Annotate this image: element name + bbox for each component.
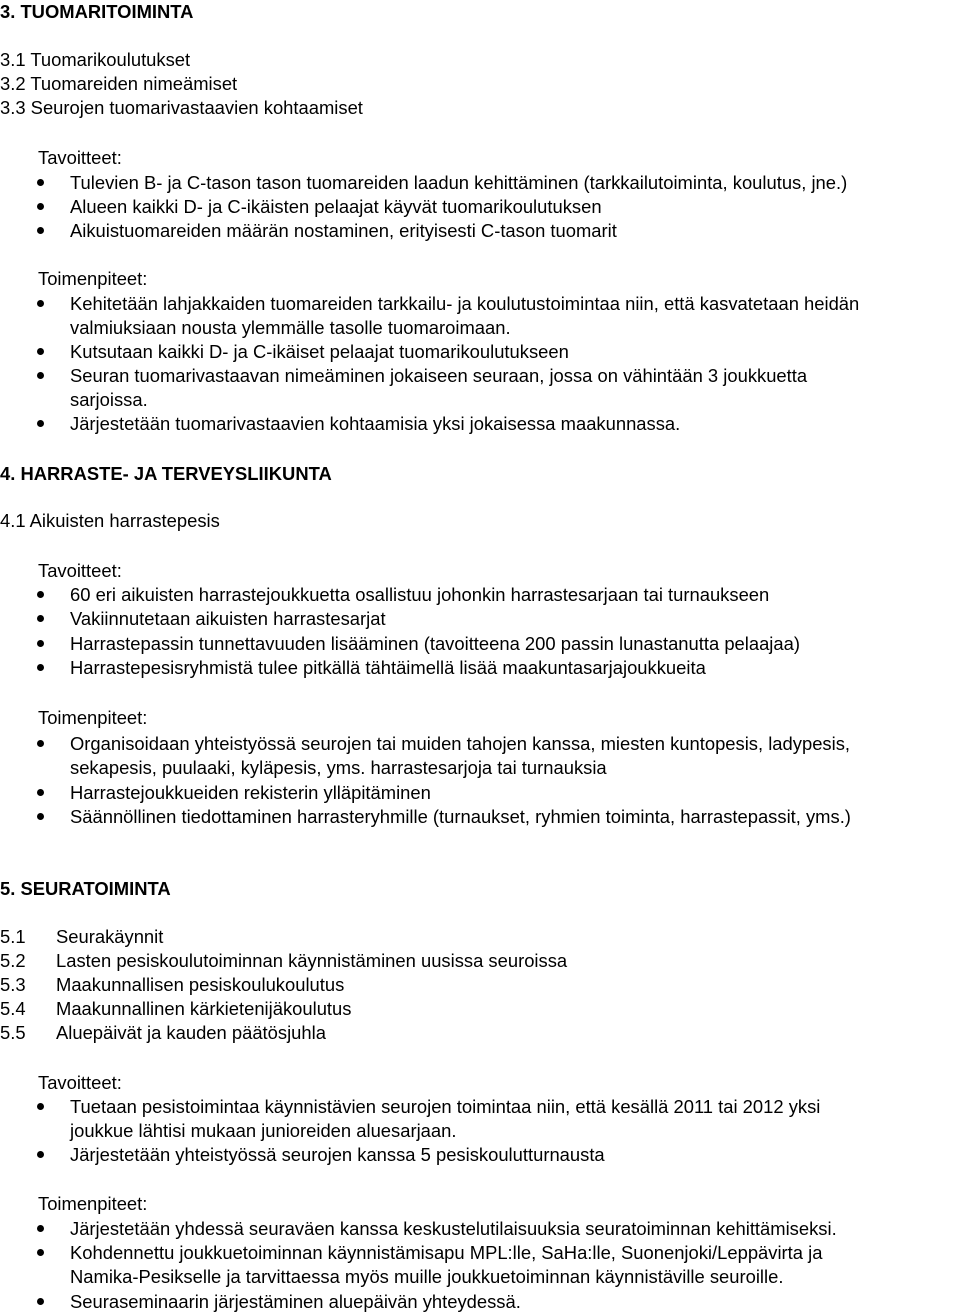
bullet-icon bbox=[37, 1103, 44, 1110]
goals-label: Tavoitteet: bbox=[38, 1072, 122, 1093]
list-item: Tulevien B- ja C-tason tason tuomareiden laadun kehittäminen (tarkkailutoiminta, koulutus, jne.) bbox=[70, 172, 848, 193]
list-item-continuation: sekapesis, puulaaki, kyläpesis, yms. harrastesarjoja tai turnauksia bbox=[70, 757, 607, 778]
subsection-number: 5.5 bbox=[0, 1022, 26, 1043]
list-item: Järjestetään yhdessä seuraväen kanssa keskustelutilaisuuksia seuratoiminnan kehittämiseksi. bbox=[70, 1218, 837, 1239]
bullet-icon bbox=[37, 740, 44, 747]
actions-label: Toimenpiteet: bbox=[38, 268, 148, 289]
subsection-3-1: 3.1 Tuomarikoulutukset bbox=[0, 49, 191, 70]
subsection-4-1: 4.1 Aikuisten harrastepesis bbox=[0, 510, 220, 531]
subsection-title: Seurakäynnit bbox=[56, 926, 164, 947]
actions-label: Toimenpiteet: bbox=[38, 1193, 148, 1214]
list-item: Vakiinnutetaan aikuisten harrastesarjat bbox=[70, 608, 386, 629]
bullet-icon bbox=[37, 664, 44, 671]
list-item: Organisoidaan yhteistyössä seurojen tai muiden tahojen kanssa, miesten kuntopesis, ladypesis, bbox=[70, 733, 851, 754]
bullet-icon bbox=[37, 615, 44, 622]
bullet-icon bbox=[37, 203, 44, 210]
goals-label: Tavoitteet: bbox=[38, 147, 122, 168]
actions-label: Toimenpiteet: bbox=[38, 707, 148, 728]
list-item: Harrastejoukkueiden rekisterin ylläpitäminen bbox=[70, 782, 431, 803]
bullet-icon bbox=[37, 1249, 44, 1256]
list-item: Kohdennettu joukkuetoiminnan käynnistämisapu MPL:lle, SaHa:lle, Suonenjoki/Leppävirta ja bbox=[70, 1242, 823, 1263]
bullet-icon bbox=[37, 1225, 44, 1232]
list-item: Kutsutaan kaikki D- ja C-ikäiset pelaajat tuomarikoulutukseen bbox=[70, 341, 569, 362]
list-item: 60 eri aikuisten harrastejoukkuetta osallistuu johonkin harrastesarjaan tai turnaukseen bbox=[70, 584, 770, 605]
list-item: Harrastepesisryhmistä tulee pitkällä tähtäimellä lisää maakuntasarjajoukkueita bbox=[70, 657, 706, 678]
subsection-title: Maakunnallinen kärkietenijäkoulutus bbox=[56, 998, 352, 1019]
list-item: Kehitetään lahjakkaiden tuomareiden tarkkailu- ja koulutustoimintaa niin, että kasvatetaan heidän bbox=[70, 293, 860, 314]
subsection-title: Lasten pesiskoulutoiminnan käynnistäminen uusissa seuroissa bbox=[56, 950, 568, 971]
bullet-icon bbox=[37, 591, 44, 598]
list-item: Seuraseminaarin järjestäminen aluepäivän yhteydessä. bbox=[70, 1291, 521, 1312]
subsection-3-2: 3.2 Tuomareiden nimeämiset bbox=[0, 73, 238, 94]
list-item: Säännöllinen tiedottaminen harrasteryhmille (turnaukset, ryhmien toiminta, harrastepassit, yms.) bbox=[70, 806, 851, 827]
bullet-icon bbox=[37, 348, 44, 355]
list-item: Järjestetään tuomarivastaavien kohtaamisia yksi jokaisessa maakunnassa. bbox=[70, 413, 681, 434]
subsection-number: 5.4 bbox=[0, 998, 26, 1019]
bullet-icon bbox=[37, 1298, 44, 1305]
section-3-heading: 3. TUOMARITOIMINTA bbox=[0, 1, 194, 22]
goals-label: Tavoitteet: bbox=[38, 560, 122, 581]
bullet-icon bbox=[37, 372, 44, 379]
list-item: Harrastepassin tunnettavuuden lisääminen (tavoitteena 200 passin lunastanutta pelaajaa) bbox=[70, 633, 800, 654]
subsection-title: Maakunnallisen pesiskoulukoulutus bbox=[56, 974, 345, 995]
section-4-heading: 4. HARRASTE- JA TERVEYSLIIKUNTA bbox=[0, 463, 332, 484]
bullet-icon bbox=[37, 179, 44, 186]
bullet-icon bbox=[37, 420, 44, 427]
bullet-icon bbox=[37, 300, 44, 307]
bullet-icon bbox=[37, 227, 44, 234]
bullet-icon bbox=[37, 813, 44, 820]
list-item-continuation: sarjoissa. bbox=[70, 389, 148, 410]
list-item: Tuetaan pesistoimintaa käynnistävien seurojen toimintaa niin, että kesällä 2011 tai 2012 yksi bbox=[70, 1096, 821, 1117]
list-item: Alueen kaikki D- ja C-ikäisten pelaajat käyvät tuomarikoulutuksen bbox=[70, 196, 602, 217]
list-item: Seuran tuomarivastaavan nimeäminen jokaiseen seuraan, jossa on vähintään 3 joukkuetta bbox=[70, 365, 808, 386]
subsection-number: 5.2 bbox=[0, 950, 26, 971]
list-item-continuation: joukkue lähtisi mukaan junioreiden aluesarjaan. bbox=[70, 1120, 457, 1141]
bullet-icon bbox=[37, 789, 44, 796]
list-item-continuation: valmiuksiaan nousta ylemmälle tasolle tuomaroimaan. bbox=[70, 317, 511, 338]
list-item-continuation: Namika-Pesikselle ja tarvittaessa myös muille joukkuetoiminnan käynnistäville seuroille. bbox=[70, 1266, 784, 1287]
subsection-number: 5.3 bbox=[0, 974, 26, 995]
subsection-3-3: 3.3 Seurojen tuomarivastaavien kohtaamiset bbox=[0, 97, 363, 118]
bullet-icon bbox=[37, 1151, 44, 1158]
subsection-number: 5.1 bbox=[0, 926, 26, 947]
section-5-heading: 5. SEURATOIMINTA bbox=[0, 878, 171, 899]
bullet-icon bbox=[37, 640, 44, 647]
subsection-title: Aluepäivät ja kauden päätösjuhla bbox=[56, 1022, 326, 1043]
list-item: Järjestetään yhteistyössä seurojen kanssa 5 pesiskoulutturnausta bbox=[70, 1144, 605, 1165]
list-item: Aikuistuomareiden määrän nostaminen, erityisesti C-tason tuomarit bbox=[70, 220, 617, 241]
